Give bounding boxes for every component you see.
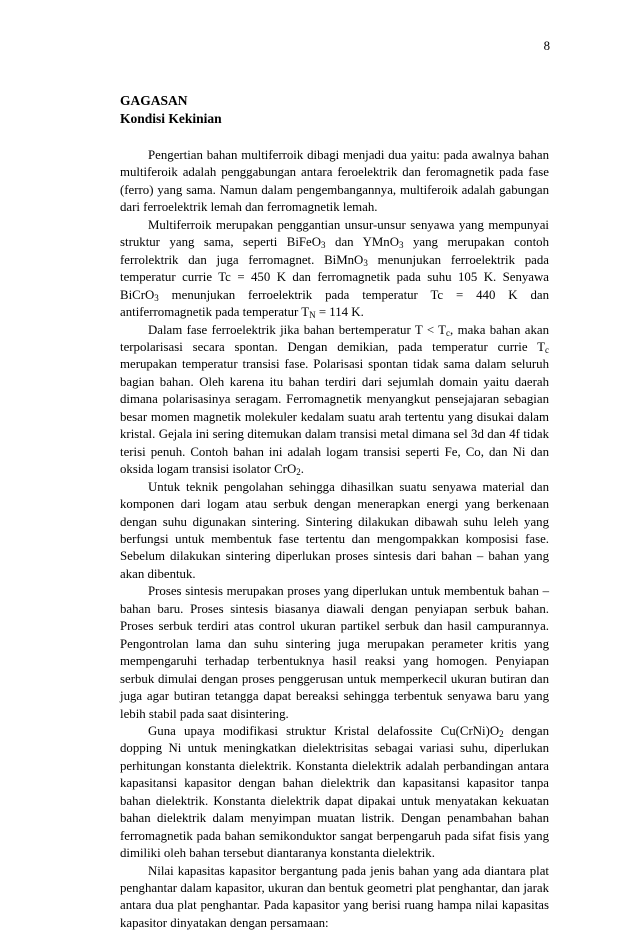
paragraph-text: = 114 K.: [315, 305, 364, 320]
paragraph-text: Nilai kapasitas kapasitor bergantung pada jenis bahan yang ada diantara plat penghantar dalam kapasitor, ukuran dan bentuk geometri plat penghantar, dan jarak antara dua plat penghantar. Pada kapasitor yang berisi ruang hampa nilai kapasitas kapasitor dinyatakan dengan persamaan:: [120, 863, 549, 930]
paragraph-text: Multiferroik merupakan penggantian unsur-unsur senyawa yang mempunyai struktur yang sama, seperti BiFeO: [120, 217, 549, 250]
subscript-text: 2: [499, 728, 504, 739]
paragraph-text: Guna upaya modifikasi struktur Kristal delafossite Cu(CrNi)O: [148, 723, 500, 738]
paragraph: [120, 723, 549, 863]
paragraph-text: yang merupakan contoh ferrolektrik dan juga ferromagnet. BiMnO: [120, 235, 549, 267]
paragraph-text: Dalam fase ferroelektrik jika bahan bertemperatur T < T: [148, 322, 447, 337]
paragraph: [120, 322, 549, 479]
paragraph-text: dengan dopping Ni untuk meningkatkan dielektrisitas sebagai variasi suhu, diperlukan perhitungan konstanta dielektrik. Konstanta dielektrik adalah perbandingan antara kapasitansi kapasitor dengan bahan dielektrik dan kapasitansi kapasitor tanpa bahan dielektrik. Konstanta dielektrik dapat dipakai untuk menyatakan kekuatan bahan dielektrik dalam menyimpan muatan listrik. Dengan penambahan bahan ferromagnetik pada bahan semikonduktor sangat berpengaruh pada sifat fisis yang dimiliki oleh bahan tersebut diantaranya konstanta dielektrik.: [120, 723, 549, 861]
paragraph: [120, 863, 549, 932]
paragraph-text: menunjukan ferroelektrik pada temperatur Tc = 440 K dan antiferromagnetik pada temperatur T: [120, 287, 549, 320]
paragraph-text: dan YMnO: [325, 235, 399, 250]
subscript-text: c: [545, 344, 549, 355]
paragraph: [120, 479, 549, 584]
section-subheading: Kondisi Kekinian: [120, 111, 222, 126]
subscript-text: 3: [363, 257, 368, 268]
paragraph: [120, 147, 549, 217]
paragraph-text: .: [300, 462, 304, 477]
page-number: 8: [543, 39, 550, 53]
subscript-text: 3: [399, 240, 404, 251]
body-text: [120, 147, 549, 932]
subscript-text: 3: [321, 240, 326, 251]
subscript-text: 2: [296, 467, 301, 478]
paragraph-text: Untuk teknik pengolahan sehingga dihasilkan suatu senyawa material dan komponen dari logam atau serbuk dengan menerapkan energi yang berkenaan dengan suhu digunakan sintering. Sintering dilakukan dibawah suhu leleh yang berfungsi untuk membentuk fase tertentu dan mengompakkan komposisi fase. Sebelum dilakukan sintering diperlukan proses sintesis dari bahan – bahan yang akan dibentuk.: [120, 479, 549, 581]
section-heading: GAGASAN: [120, 93, 188, 108]
paragraph-text: merupakan temperatur transisi fase. Polarisasi spontan tidak sama dalam seluruh bagian bahan. Oleh karena itu bahan terdiri dari sejumlah domain yaitu daerah dimana polarisasinya seragam. Ferromagnetik menyangkut pensejajaran sebagian besar momen magnetik molekuler kedalam suatu arah tertentu yang disukai dalam kristal. Gejala ini sering ditemukan dalam transisi metal dimana sel 3d dan 4f tidak terisi penuh. Contoh bahan ini adalah logam transisi seperti Fe, Co, dan Ni dan oksida logam transisi isolator CrO: [120, 357, 549, 477]
paragraph: [120, 217, 549, 322]
paragraph-text: , maka bahan akan terpolarisasi secara spontan. Dengan demikian, pada temperatur currie T: [120, 322, 549, 354]
paragraph-text: menunjukan ferroelektrik pada temperatur currie Tc = 450 K dan ferromagnetik pada suhu 105 K. Senyawa BiCrO: [120, 252, 549, 302]
subscript-text: N: [309, 310, 316, 321]
paragraph-text: Proses sintesis merupakan proses yang diperlukan untuk membentuk bahan – bahan baru. Proses sintesis biasanya diawali dengan penyiapan serbuk bahan. Proses serbuk terdiri atas control ukuran partikel serbuk dan hasil campurannya. Pengontrolan lama dan suhu sintering juga merupakan perameter kritis yang mempengaruhi terhadap terbentuknya hasil reaksi yang homogen. Penyiapan serbuk dimulai dengan proses penggerusan untuk memperkecil ukuran butiran dan juga agar butiran tetangga dapat bereaksi sehingga terbentuk senyawa baru yang lebih stabil pada saat disintering.: [120, 584, 549, 721]
paragraph: [120, 583, 549, 723]
subscript-text: c: [446, 327, 451, 338]
subscript-text: 3: [154, 292, 159, 303]
paragraph-text: Pengertian bahan multiferroik dibagi menjadi dua yaitu: pada awalnya bahan multiferoik adalah penggabungan antara feroelektrik dan feromagnetik pada fase (ferro) yang sama. Namun dalam pengembangannya, multiferoik adalah gabungan dari ferroelektrik lemah dan ferromagnetik lemah.: [120, 148, 549, 215]
